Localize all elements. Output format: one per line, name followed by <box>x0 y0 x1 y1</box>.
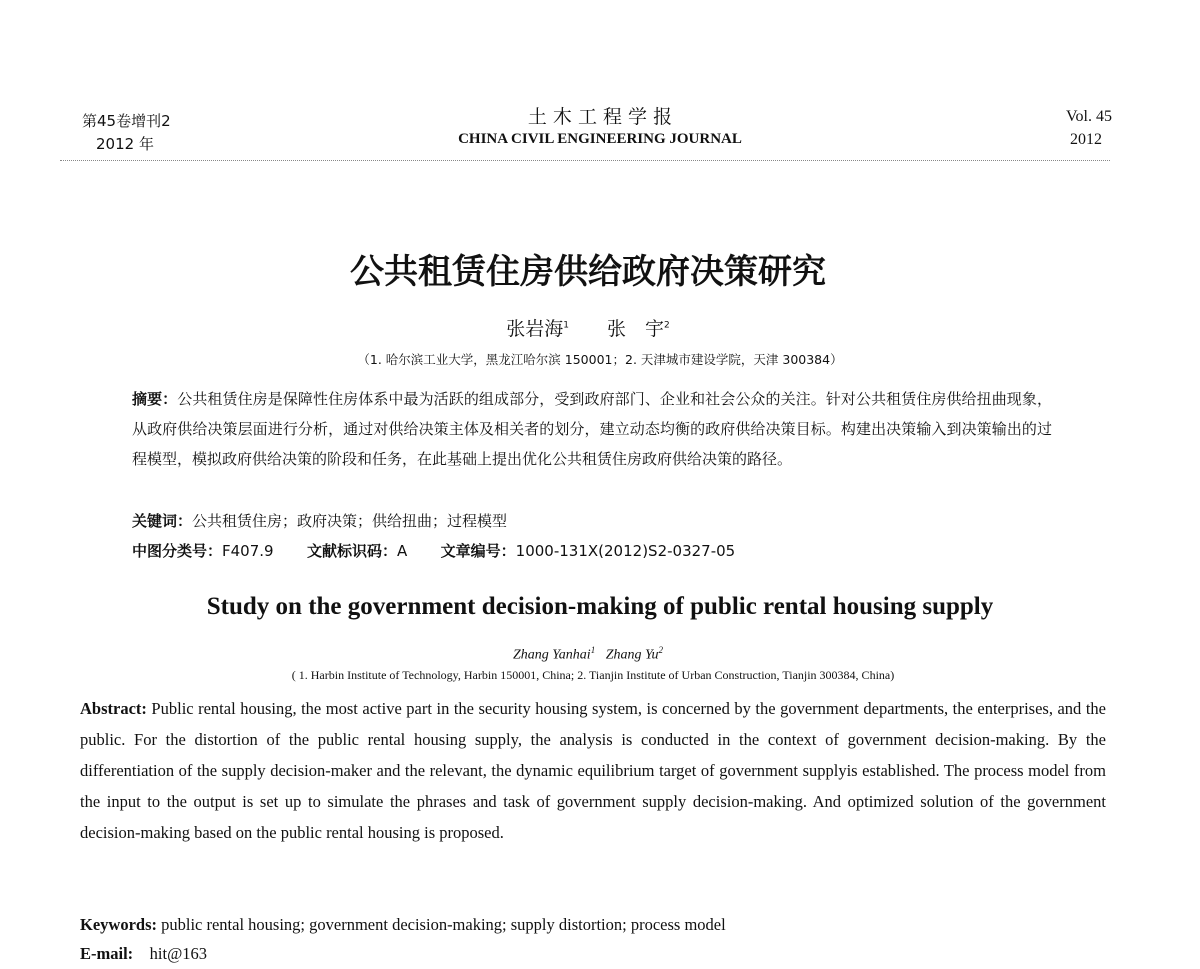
email-line <box>80 938 1106 969</box>
title-en: Study on the government decision-making of public rental housing supply <box>206 593 994 620</box>
keywords-zh <box>132 510 507 531</box>
abstract-text: Public rental housing, the most active part in the security housing system, is concerned by the government departments, the enterprises, and the public. For the distortion of the public rental housing supply, the analysis is conducted in the context of government decision-making. By the differentiation of the supply decision-maker and the relevant, the dynamic equilibrium target of government supplyis established. The process model from the input to the output is set up to simulate the phrases and task of government supply decision-making. And optimized solution of the government decision-making based on the public rental housing is proposed. <box>80 699 1106 842</box>
abstract-label: Abstract: <box>80 699 147 718</box>
keywords-en <box>80 909 1106 940</box>
article-label: 文章编号： <box>440 542 516 560</box>
author-sup: 2 <box>664 320 670 331</box>
authors-zh <box>0 314 1176 341</box>
title-zh: 公共租赁住房供给政府决策研究 <box>350 252 826 292</box>
keywords-label: Keywords: <box>80 915 157 934</box>
header-rule <box>60 160 1110 161</box>
affiliation-en: ( 1. Harbin Institute of Technology, Harbin 150001, China; 2. Tianjin Institute of Urban Construction, Tianjin 300384, China) <box>291 668 895 682</box>
abstract-zh <box>132 384 1052 474</box>
journal-title-zh: 土 木 工 程 学 报 <box>527 106 673 128</box>
abstract-text: 公共租赁住房是保障性住房体系中最为活跃的组成部分，受到政府部门、企业和社会公众的关注。针对公共租赁住房供给扭曲现象，从政府供给决策层面进行分析，通过对供给决策主体及相关者的划分，建立动态均衡的政府供给决策目标。构建出决策输入到决策输出的过程模型，模拟政府供给决策的阶段和任务，在此基础上提出优化公共租赁住房政府供给决策的路径。 <box>132 390 1052 468</box>
authors-en <box>0 645 1176 664</box>
journal-title-en: CHINA CIVIL ENGINEERING JOURNAL <box>458 131 742 147</box>
year-label: 2012 年 <box>96 135 154 153</box>
author: Zhang Yanhai <box>513 647 591 663</box>
email-label: E-mail: <box>80 944 134 963</box>
author-sup: 1 <box>590 645 596 655</box>
year-en: 2012 <box>1070 131 1102 148</box>
classification-line <box>132 540 735 561</box>
abstract-en <box>80 693 1106 848</box>
author-sup: 2 <box>658 645 663 655</box>
keywords-text: 公共租赁住房；政府决策；供给扭曲；过程模型 <box>192 512 508 530</box>
keywords-text: public rental housing; government decision-making; supply distortion; process model <box>157 915 726 934</box>
affiliation-zh: （1. 哈尔滨工业大学，黑龙江哈尔滨 150001；2. 天津城市建设学院，天津 300384） <box>357 352 843 367</box>
keywords-label: 关键词： <box>132 512 193 530</box>
clc-label: 中图分类号： <box>132 542 223 560</box>
article-value: 1000-131X(2012)S2-0327-05 <box>515 542 736 560</box>
author-sup: 1 <box>563 320 569 331</box>
author: Zhang Yu <box>605 647 659 663</box>
doc-label: 文献标识码： <box>306 542 397 560</box>
author: 张 宇 <box>607 318 665 340</box>
author: 张岩海 <box>506 318 564 340</box>
volume-label: 第45卷增刊2 <box>82 112 171 130</box>
clc-value: F407.9 <box>222 542 274 560</box>
volume-en: Vol. 45 <box>1066 108 1112 125</box>
abstract-label: 摘要： <box>132 390 178 408</box>
doc-value: A <box>397 542 408 560</box>
email-value: hit@163 <box>149 944 208 963</box>
